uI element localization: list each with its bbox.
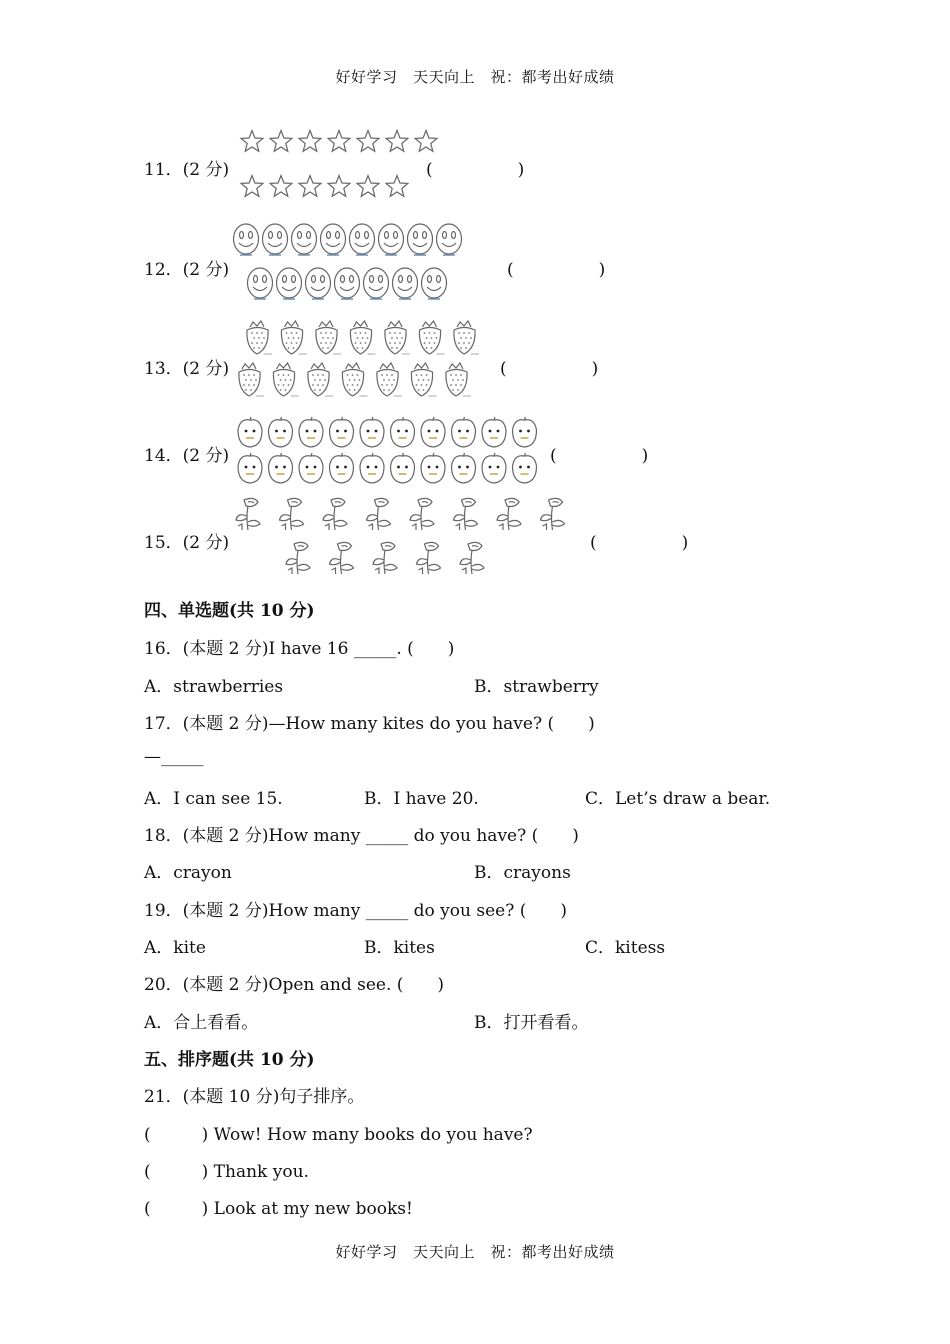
smiley-face-icon: [422, 268, 447, 299]
question-19-option-b[interactable]: B．kites: [364, 938, 435, 958]
smiley-face-icon: [437, 224, 462, 255]
smiley-face-picture: [232, 220, 472, 304]
question-13-label: 13．(2 分): [144, 359, 230, 379]
question-16-option-a[interactable]: A．strawberries: [144, 677, 284, 697]
flower-icon: [373, 542, 397, 574]
question-17-answer-line: —_____: [144, 747, 204, 767]
strawberry-icon: [419, 321, 444, 354]
star-icon: [357, 131, 379, 152]
flower-icon: [367, 498, 391, 530]
apple-face-icon: [299, 417, 323, 447]
ordering-item-3[interactable]: ( ) Look at my new books!: [144, 1199, 413, 1219]
flower-icon: [417, 542, 441, 574]
question-15-label: 15．(2 分): [144, 533, 230, 553]
star-icon: [386, 176, 408, 197]
smiley-face-icon: [292, 224, 317, 255]
strawberry-icon: [377, 363, 402, 396]
question-13-answer-blank[interactable]: ( ): [500, 359, 599, 379]
strawberry-icon: [350, 321, 375, 354]
apple-face-icon: [421, 417, 445, 447]
page-header: 好好学习 天天向上 祝：都考出好成绩: [335, 68, 615, 86]
strawberry-icon: [411, 363, 436, 396]
question-20-option-b[interactable]: B．打开看看。: [474, 1013, 589, 1033]
smiley-face-icon: [393, 268, 418, 299]
section-5-title: 五、排序题(共 10 分): [144, 1050, 315, 1070]
apple-face-icon: [269, 417, 293, 447]
apple-face-icon: [269, 453, 293, 483]
flower-icon: [460, 542, 484, 574]
question-12-label: 12．(2 分): [144, 260, 230, 280]
strawberry-icon: [342, 363, 367, 396]
strawberry-picture: [234, 316, 484, 400]
question-17-stem: 17．(本题 2 分)—How many kites do you have? ( ): [144, 714, 595, 734]
apple-face-picture: [236, 414, 546, 488]
strawberry-icon: [247, 321, 272, 354]
flower-icon: [410, 498, 434, 530]
question-11-label: 11．(2 分): [144, 160, 230, 180]
apple-face-icon: [452, 453, 476, 483]
apple-face-icon: [513, 453, 537, 483]
star-icon: [328, 131, 350, 152]
question-16-option-b[interactable]: B．strawberry: [474, 677, 599, 697]
question-18-stem: 18．(本题 2 分)How many _____ do you have? ( ): [144, 826, 579, 846]
smiley-face-icon: [321, 224, 346, 255]
star-icon: [241, 131, 263, 152]
question-16-stem: 16．(本题 2 分)I have 16 _____. ( ): [144, 639, 455, 659]
smiley-face-icon: [306, 268, 331, 299]
star-icon: [328, 176, 350, 197]
strawberry-icon: [273, 363, 298, 396]
star-icon: [270, 131, 292, 152]
apple-face-icon: [360, 453, 384, 483]
star-icon: [241, 176, 263, 197]
flower-icon: [541, 498, 565, 530]
question-18-option-a[interactable]: A．crayon: [144, 863, 232, 883]
smiley-face-icon: [379, 224, 404, 255]
smiley-face-icon: [248, 268, 273, 299]
strawberry-icon: [308, 363, 333, 396]
star-icon: [299, 176, 321, 197]
strawberry-icon: [454, 321, 479, 354]
star-icon: [270, 176, 292, 197]
apple-face-icon: [452, 417, 476, 447]
smiley-face-icon: [408, 224, 433, 255]
section-4-title: 四、单选题(共 10 分): [144, 601, 315, 621]
smiley-face-icon: [350, 224, 375, 255]
strawberry-icon: [446, 363, 471, 396]
star-picture: [236, 128, 416, 202]
question-12-answer-blank[interactable]: ( ): [507, 260, 606, 280]
apple-face-icon: [421, 453, 445, 483]
strawberry-icon: [281, 321, 306, 354]
apple-face-icon: [482, 417, 506, 447]
star-icon: [415, 131, 437, 152]
star-icon: [299, 131, 321, 152]
smiley-face-icon: [277, 268, 302, 299]
strawberry-icon: [385, 321, 410, 354]
apple-face-icon: [482, 453, 506, 483]
question-15-answer-blank[interactable]: ( ): [590, 533, 689, 553]
ordering-item-1[interactable]: ( ) Wow! How many books do you have?: [144, 1125, 533, 1145]
strawberry-icon: [316, 321, 341, 354]
question-20-stem: 20．(本题 2 分)Open and see. ( ): [144, 975, 445, 995]
question-17-option-b[interactable]: B．I have 20.: [364, 789, 479, 809]
strawberry-icon: [239, 363, 264, 396]
flower-icon: [454, 498, 478, 530]
question-14-answer-blank[interactable]: ( ): [550, 446, 649, 466]
flower-icon: [286, 542, 310, 574]
question-14-label: 14．(2 分): [144, 446, 230, 466]
flower-icon: [497, 498, 521, 530]
question-17-option-c[interactable]: C．Let’s draw a bear.: [585, 789, 771, 809]
question-21-stem: 21．(本题 10 分)句子排序。: [144, 1087, 365, 1107]
star-icon: [357, 176, 379, 197]
question-19-stem: 19．(本题 2 分)How many _____ do you see? ( ): [144, 901, 567, 921]
flower-icon: [236, 498, 260, 530]
smiley-face-icon: [234, 224, 259, 255]
smiley-face-icon: [364, 268, 389, 299]
page-footer: 好好学习 天天向上 祝：都考出好成绩: [335, 1243, 615, 1261]
apple-face-icon: [391, 453, 415, 483]
question-19-option-a[interactable]: A．kite: [144, 938, 206, 958]
ordering-item-2[interactable]: ( ) Thank you.: [144, 1162, 309, 1182]
flower-picture: [234, 494, 574, 580]
apple-face-icon: [391, 417, 415, 447]
star-icon: [386, 131, 408, 152]
apple-face-icon: [330, 417, 354, 447]
flower-icon: [330, 542, 354, 574]
flower-icon: [323, 498, 347, 530]
apple-face-icon: [299, 453, 323, 483]
apple-face-icon: [360, 417, 384, 447]
smiley-face-icon: [263, 224, 288, 255]
question-19-option-c[interactable]: C．kitess: [585, 938, 666, 958]
apple-face-icon: [238, 417, 262, 447]
question-18-option-b[interactable]: B．crayons: [474, 863, 571, 883]
apple-face-icon: [330, 453, 354, 483]
question-11-answer-blank[interactable]: ( ): [426, 160, 525, 180]
question-20-option-a[interactable]: A．合上看看。: [144, 1013, 259, 1033]
question-17-option-a[interactable]: A．I can see 15.: [144, 789, 283, 809]
flower-icon: [280, 498, 304, 530]
apple-face-icon: [238, 453, 262, 483]
apple-face-icon: [513, 417, 537, 447]
smiley-face-icon: [335, 268, 360, 299]
